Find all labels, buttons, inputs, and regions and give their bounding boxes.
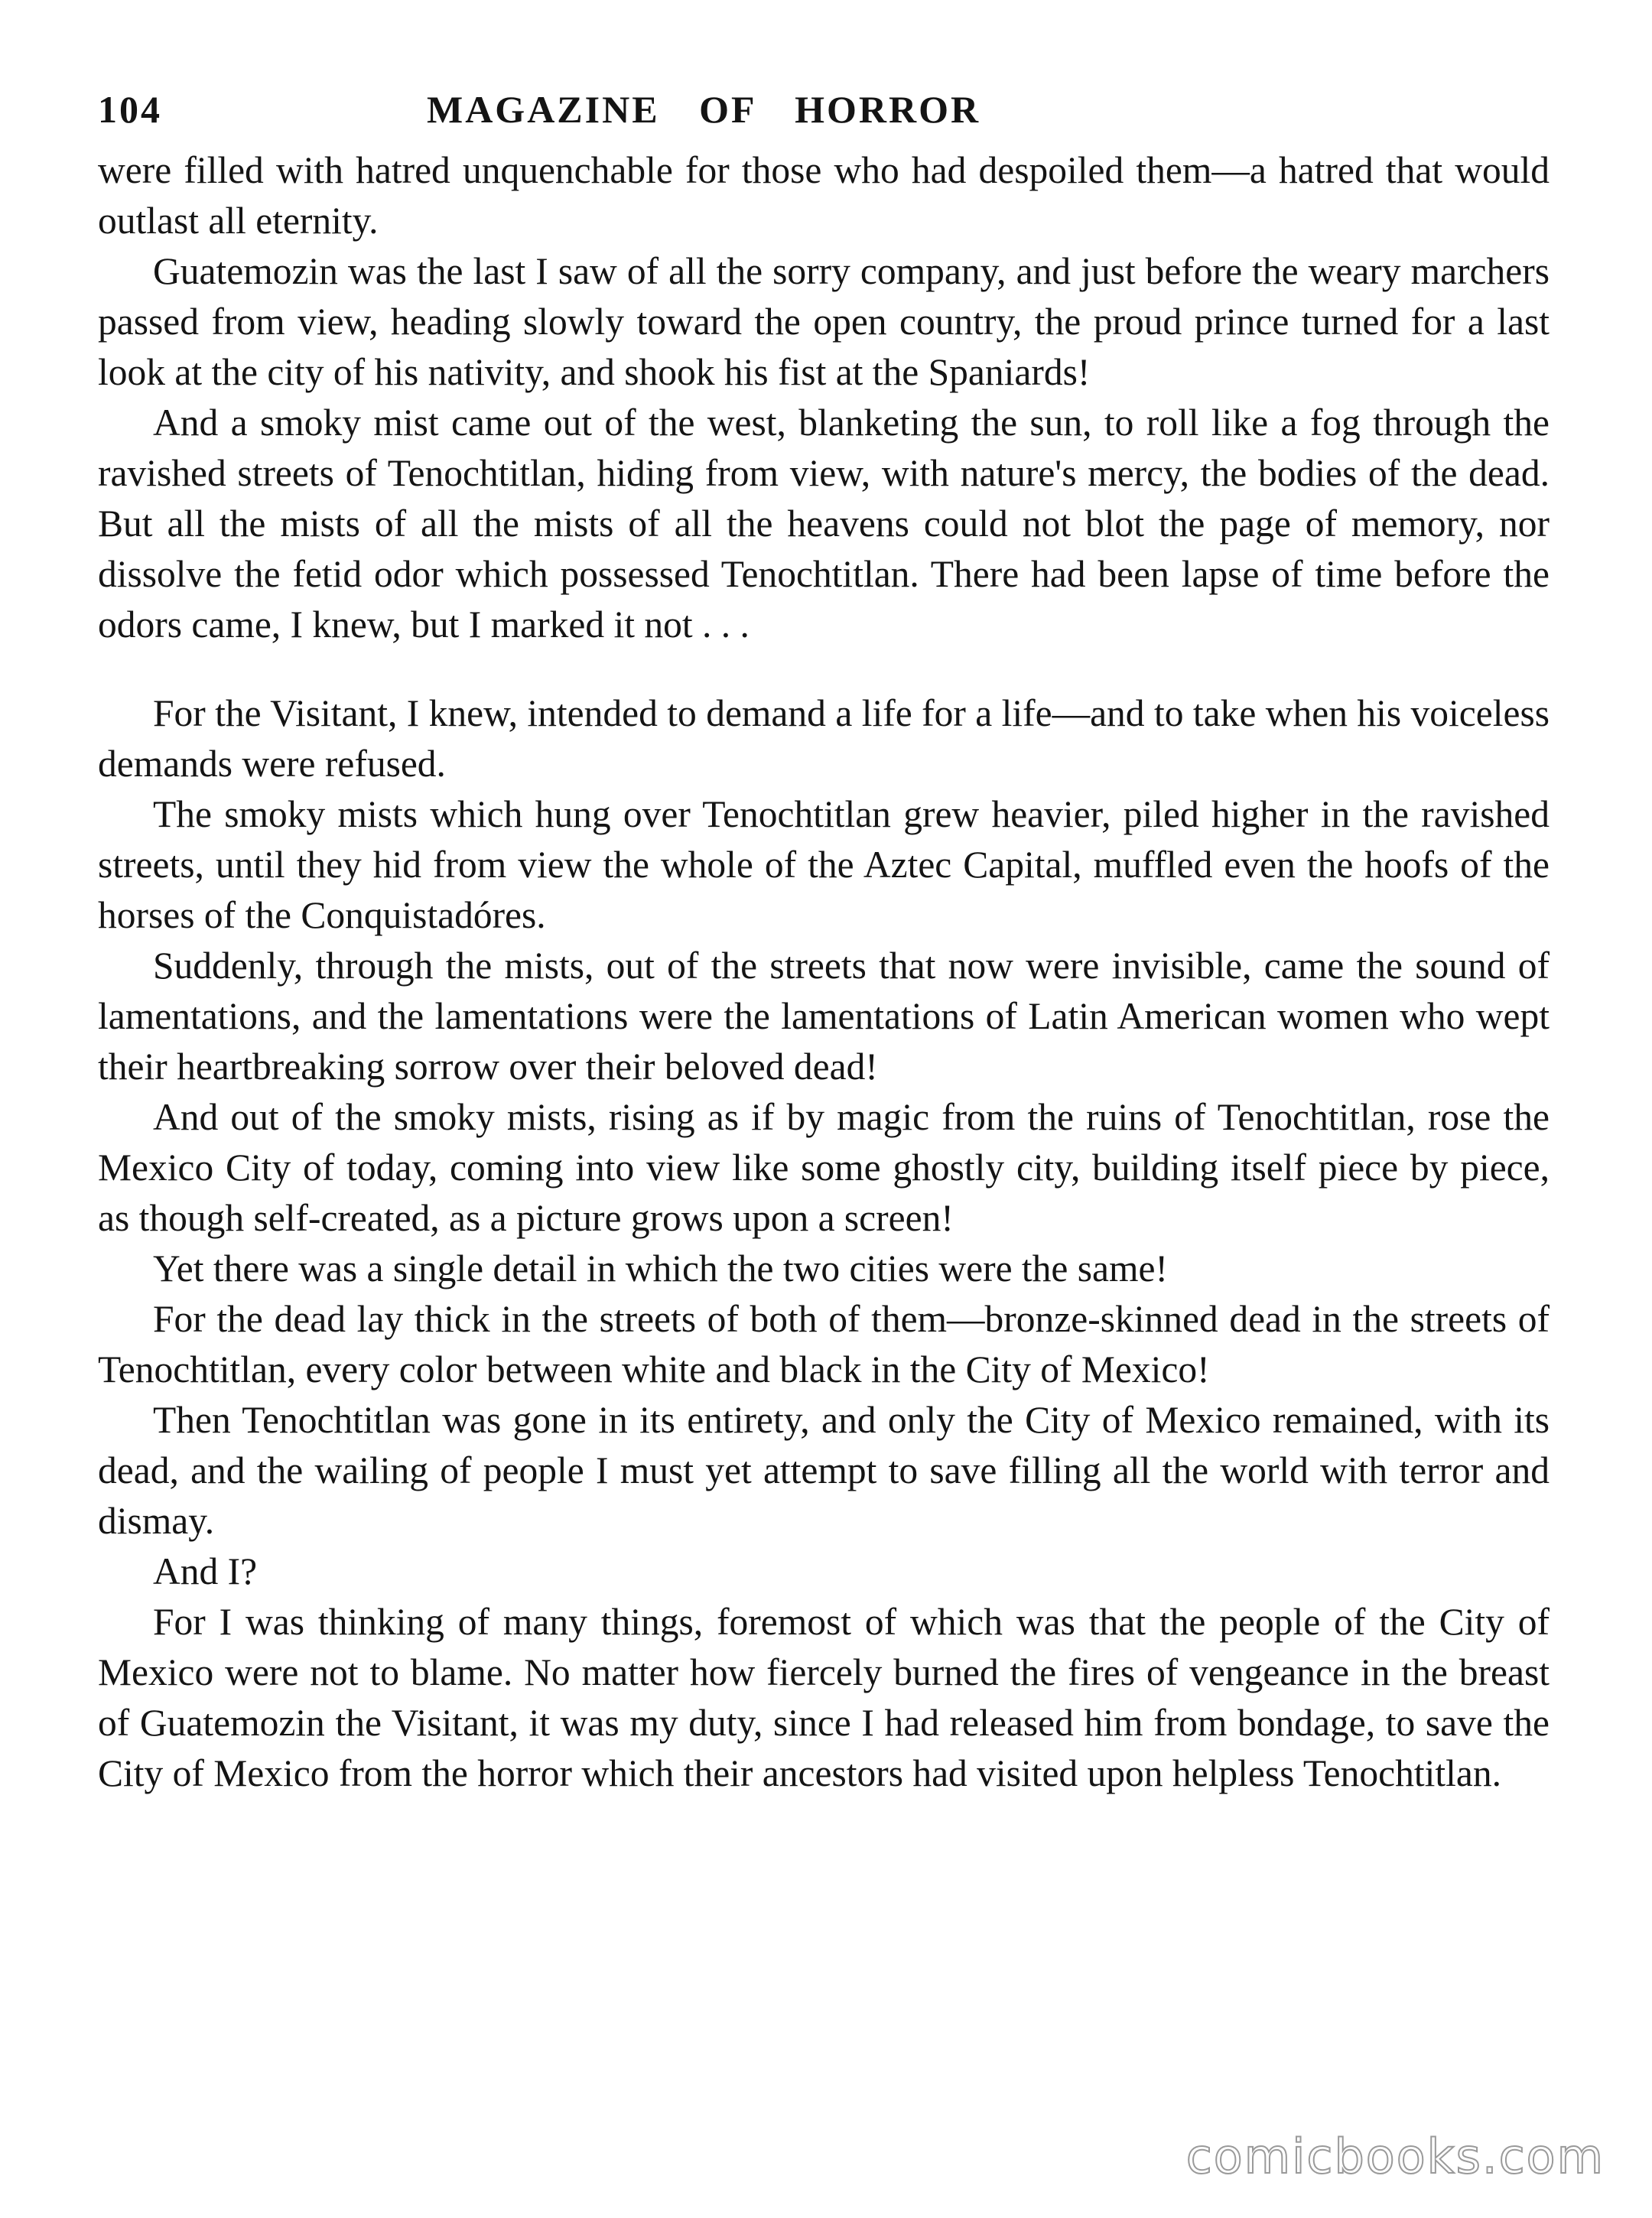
watermark-logo: comicbooks.com bbox=[1185, 2129, 1605, 2184]
paragraph: Then Tenochtitlan was gone in its entirety, and only the City of Mexico remained, with its dead, and the wailing of people I must yet attempt to save filling all the world with terror and dismay. bbox=[98, 1399, 1550, 1542]
paragraph: And out of the smoky mists, rising as if by magic from the ruins of Tenochtitlan, rose the Mexico City of today, coming into view like some ghostly city, building itself piece by piece, as though self-created, as a picture grows upon a screen! bbox=[98, 1096, 1550, 1239]
body-text bbox=[98, 145, 1550, 1799]
paragraph: For the dead lay thick in the streets of both of them—bronze-skinned dead in the streets of Tenochtitlan, every color between white and black in the City of Mexico! bbox=[98, 1298, 1550, 1390]
paragraph: The smoky mists which hung over Tenochtitlan grew heavier, piled higher in the ravished streets, until they hid from view the whole of the Aztec Capital, muffled even the hoofs of the horses of the Conquistadóres. bbox=[98, 793, 1550, 936]
paragraph: were filled with hatred unquenchable for those who had despoiled them—a hatred that would outlast all eternity. bbox=[98, 149, 1550, 242]
page-header bbox=[98, 76, 1550, 145]
running-title: MAGAZINE OF HORROR bbox=[427, 88, 981, 131]
paragraph: Yet there was a single detail in which the two cities were the same! bbox=[153, 1247, 1168, 1289]
paragraph: For I was thinking of many things, foremost of which was that the people of the City of Mexico were not to blame. No matter how fiercely burned the fires of vengeance in the breast of Guatemozin the Visitant, it was my duty, since I had released him from bondage, to save the City of Mexico from the horror which their ancestors had visited upon helpless Tenochtitlan. bbox=[98, 1601, 1550, 1794]
paragraph: Suddenly, through the mists, out of the streets that now were invisible, came the sound of lamentations, and the lamentations were the lamentations of Latin American women who wept their heartbreaking sorrow over their beloved dead! bbox=[98, 945, 1550, 1088]
page-number: 104 bbox=[98, 88, 162, 131]
paragraph: Guatemozin was the last I saw of all the sorry company, and just before the weary marchers passed from view, heading slowly toward the open country, the proud prince turned for a last look at the city of his nativity, and shook his fist at the Spaniards! bbox=[98, 250, 1550, 393]
paragraph: For the Visitant, I knew, intended to demand a life for a life—and to take when his voiceless demands were refused. bbox=[98, 692, 1550, 785]
paragraph: And a smoky mist came out of the west, blanketing the sun, to roll like a fog through the ravished streets of Tenochtitlan, hiding from view, with nature's mercy, the bodies of the dead. But all the mists of all the mists of all the heavens could not blot the page of memory, nor dissolve the fetid odor which possessed Tenochtitlan. There had been lapse of time before the odors came, I knew, but I marked it not . . . bbox=[98, 402, 1550, 646]
book-page bbox=[98, 76, 1550, 1799]
paragraph: And I? bbox=[153, 1550, 258, 1592]
